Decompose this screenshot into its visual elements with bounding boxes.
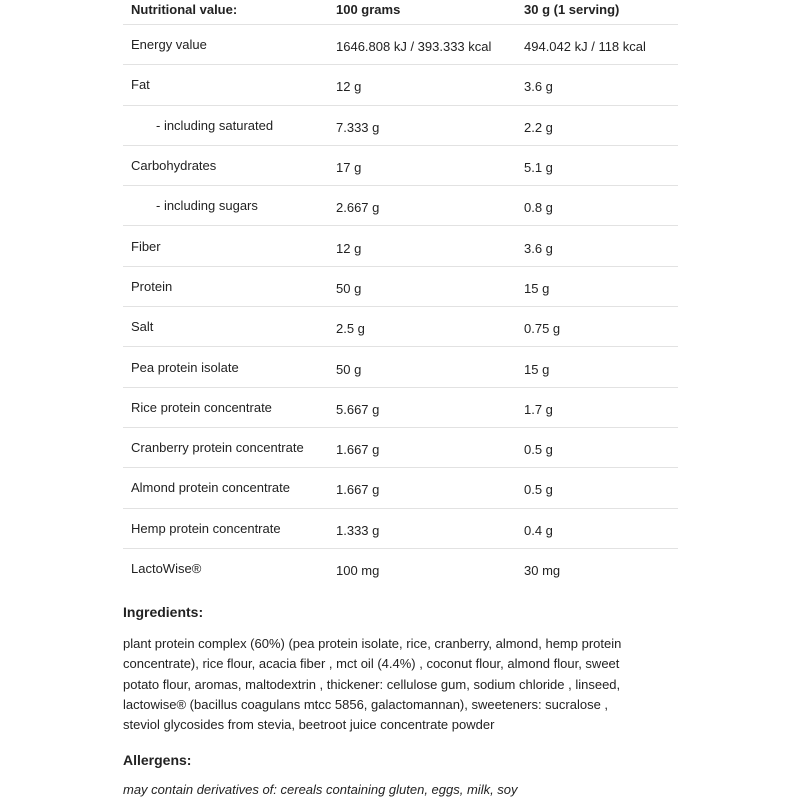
table-header-row <box>123 0 678 25</box>
table-row <box>123 186 678 226</box>
nutrient-name: - including saturated <box>156 117 274 133</box>
header-serving: 30 g (1 serving) <box>524 1 620 17</box>
value-per-100g: 17 g <box>336 160 362 176</box>
table-row <box>123 509 678 549</box>
value-per-serving: 0.8 g <box>524 200 553 216</box>
table-row <box>123 428 678 468</box>
value-per-100g: 7.333 g <box>336 119 380 135</box>
value-per-serving: 3.6 g <box>524 240 553 256</box>
allergens-title: Allergens: <box>123 752 192 768</box>
nutrient-name: Hemp protein concentrate <box>131 520 281 536</box>
nutrient-name: Cranberry protein concentrate <box>131 440 304 456</box>
nutrient-name: Almond protein concentrate <box>131 480 290 496</box>
value-per-serving: 0.75 g <box>524 321 561 337</box>
value-per-serving: 2.2 g <box>524 119 553 135</box>
value-per-serving: 15 g <box>524 361 550 377</box>
value-per-100g: 50 g <box>336 361 362 377</box>
table-row <box>123 226 678 266</box>
value-per-100g: 100 mg <box>336 563 380 578</box>
table-row <box>123 549 678 588</box>
value-per-serving: 1.7 g <box>524 401 553 417</box>
nutrient-name: Pea protein isolate <box>131 359 239 375</box>
table-row <box>123 25 678 65</box>
value-per-100g: 12 g <box>336 79 362 95</box>
header-100-grams: 100 grams <box>336 1 401 17</box>
ingredients-text: plant protein complex (60%) (pea protein isolate, rice, cranberry, almond, hemp protein concentrate), rice flour, acacia fiber , mct oil (4.4%) , coconut flour, almond flour, sweet potato flour, aromas, maltodextrin , thickener: cellulose gum, sodium chloride , linseed, lactowise® (bacillus coagulans mtcc 5856, galactomannan), sweeteners: sucralose , steviol glycosides from stevia, beetroot juice concentrate powder <box>123 636 622 733</box>
value-per-serving: 15 g <box>524 280 550 296</box>
nutrient-name: Fiber <box>131 238 161 254</box>
nutrient-name: LactoWise® <box>131 561 202 576</box>
nutrient-name: Protein <box>131 278 173 294</box>
value-per-serving: 0.5 g <box>524 482 553 498</box>
value-per-serving: 3.6 g <box>524 79 553 95</box>
ingredients-title: Ingredients: <box>123 604 204 620</box>
table-row <box>123 388 678 428</box>
table-body <box>123 25 678 588</box>
nutrient-name: Salt <box>131 319 154 335</box>
table-row <box>123 65 678 105</box>
nutrient-name: Energy value <box>131 37 207 53</box>
value-per-100g: 2.667 g <box>336 200 380 216</box>
value-per-100g: 50 g <box>336 280 362 296</box>
value-per-100g: 1646.808 kJ / 393.333 kcal <box>336 39 492 55</box>
nutrition-table <box>123 0 678 588</box>
table-row <box>123 307 678 347</box>
value-per-serving: 0.5 g <box>524 442 553 458</box>
value-per-100g: 12 g <box>336 240 362 256</box>
header-nutritional-value: Nutritional value: <box>131 1 238 17</box>
nutrient-name: Rice protein concentrate <box>131 399 272 415</box>
nutrient-name: Fat <box>131 77 150 93</box>
nutrient-name: - including sugars <box>156 198 258 214</box>
allergens-text: may contain derivatives of: cereals containing gluten, eggs, milk, soy <box>123 782 518 797</box>
value-per-serving: 30 mg <box>524 563 561 578</box>
table-row <box>123 347 678 387</box>
table-row <box>123 468 678 508</box>
nutrient-name: Carbohydrates <box>131 158 217 174</box>
value-per-serving: 0.4 g <box>524 522 553 538</box>
table-row <box>123 106 678 146</box>
value-per-serving: 494.042 kJ / 118 kcal <box>524 39 646 55</box>
table-row <box>123 267 678 307</box>
value-per-100g: 5.667 g <box>336 401 380 417</box>
value-per-100g: 1.667 g <box>336 442 380 458</box>
table-row <box>123 146 678 186</box>
value-per-serving: 5.1 g <box>524 160 553 176</box>
value-per-100g: 1.333 g <box>336 522 380 538</box>
value-per-100g: 2.5 g <box>336 321 365 337</box>
value-per-100g: 1.667 g <box>336 482 380 498</box>
